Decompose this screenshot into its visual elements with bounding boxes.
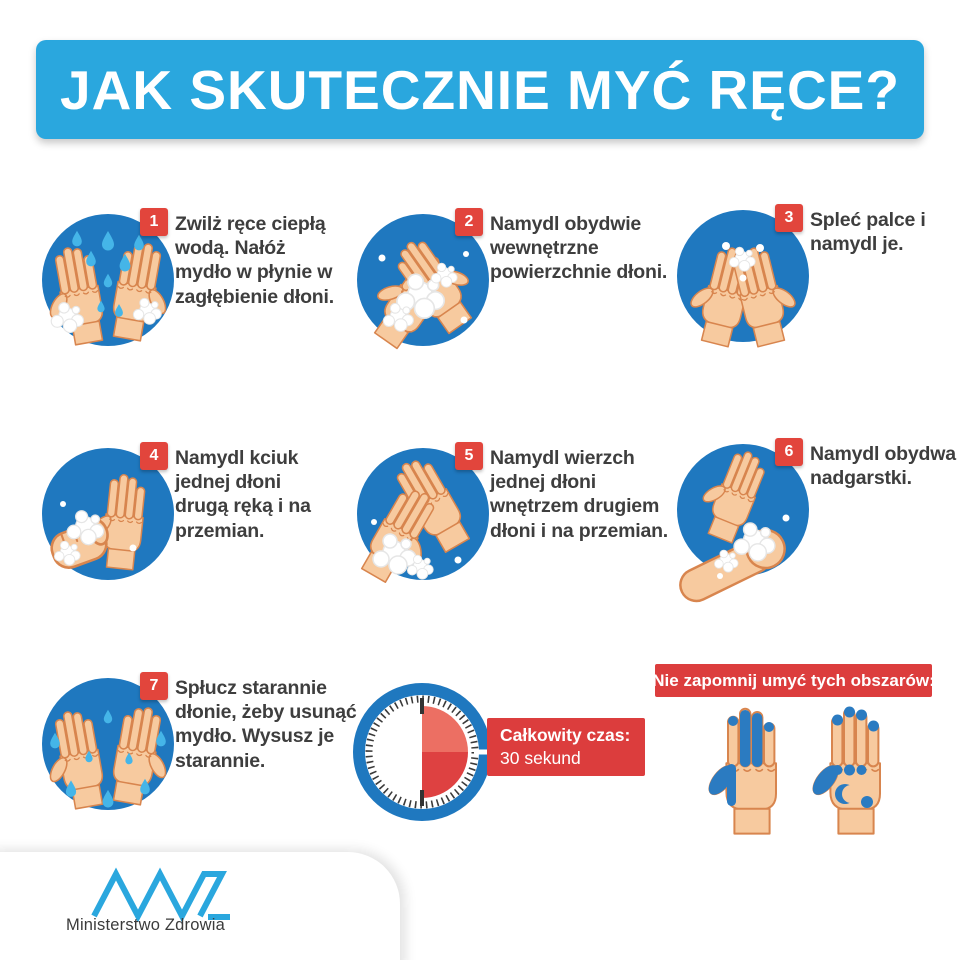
step-2-number-badge: 2 — [455, 208, 483, 236]
step-5-back-of-hand-icon — [348, 448, 498, 620]
step-7-text: Spłucz starannie dłonie, żeby usunąć mydło. Wysusz je starannie. — [175, 677, 357, 772]
total-time-title: Całkowity czas: — [500, 724, 631, 745]
step-3 — [668, 210, 960, 440]
step-5-text: Namydl wierzch jednej dłoni wnętrzem drugiem dłoni i na przemian. — [490, 447, 669, 542]
step-1-text: Zwilż ręce ciepłą wodą. Nałóż mydło w płynie w zagłębienie dłoni. — [175, 213, 334, 308]
timer-clock-icon — [352, 682, 492, 822]
step-3-interlaced-fingers-icon — [668, 210, 818, 382]
step-1 — [33, 214, 353, 444]
step-5 — [348, 448, 668, 678]
poster-title: JAK SKUTECZNIE MYĆ RĘCE? — [60, 58, 900, 121]
step-6-text: Namydl obydwa nadgarstki. — [810, 443, 956, 490]
footer-logo-card — [0, 852, 400, 960]
ministry-name: Ministerstwo Zdrowia — [66, 916, 225, 934]
step-1-number-badge: 1 — [140, 208, 168, 236]
step-4-text: Namydl kciuk jednej dłoni drugą ręką i na przemian. — [175, 447, 311, 542]
step-2-text: Namydl obydwie wewnętrzne powierzchnie dłoni. — [490, 213, 668, 284]
step-5-number-badge: 5 — [455, 442, 483, 470]
step-7-number-badge: 7 — [140, 672, 168, 700]
step-6-number-badge: 6 — [775, 438, 803, 466]
reminder-banner: Nie zapomnij umyć tych obszarów: — [655, 664, 932, 697]
step-4-thumb-wash-icon — [33, 448, 183, 620]
step-6-wrist-wash-icon — [668, 444, 818, 616]
highlighted-hands-icon — [690, 700, 920, 852]
step-4 — [33, 448, 353, 678]
total-time-label — [487, 718, 645, 776]
header-banner — [36, 40, 924, 139]
step-4-number-badge: 4 — [140, 442, 168, 470]
step-2-soaping-palms-icon — [348, 214, 498, 386]
step-2 — [348, 214, 668, 444]
step-3-number-badge: 3 — [775, 204, 803, 232]
step-7-rinse-hands-icon — [33, 678, 183, 850]
step-6 — [668, 444, 960, 674]
total-time-value: 30 sekund — [500, 748, 581, 768]
ministry-of-health-logo-icon — [90, 864, 234, 922]
step-3-text: Spleć palce i namydl je. — [810, 209, 926, 256]
step-1-wet-hands-icon — [33, 214, 183, 386]
